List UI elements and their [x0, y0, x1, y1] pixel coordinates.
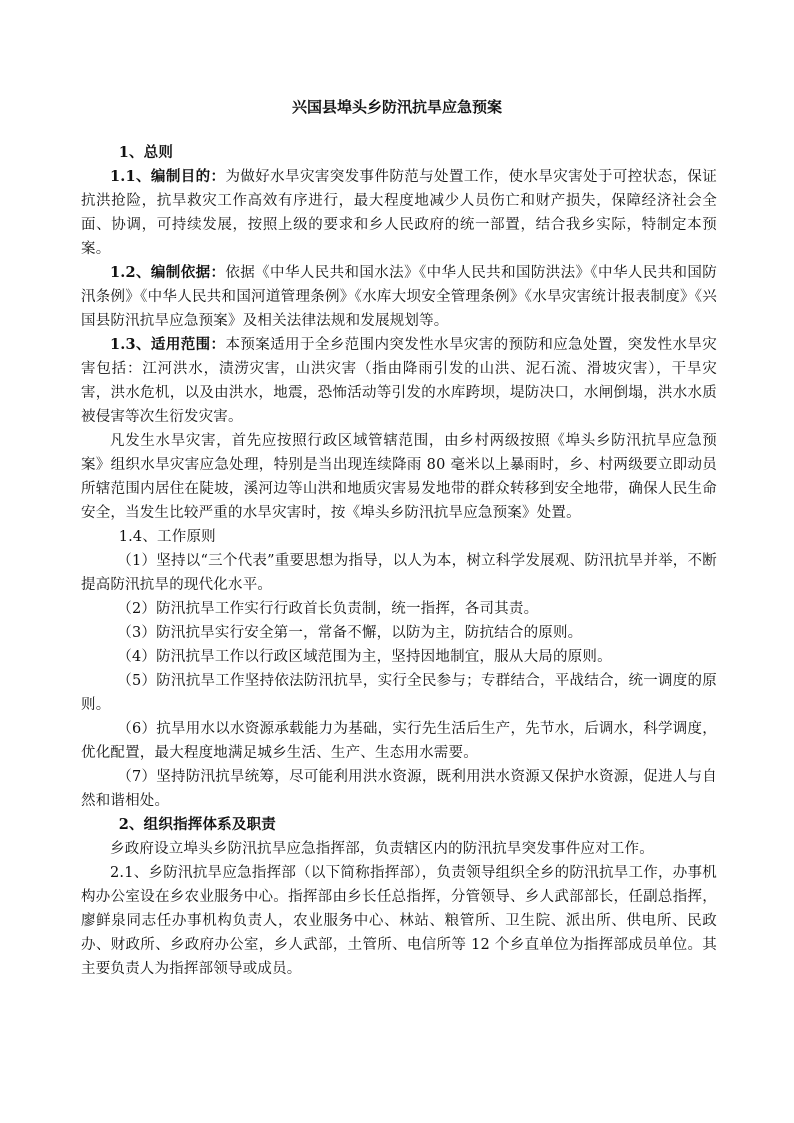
paragraph-emergency: 凡发生水旱灾害，首先应按照行政区域管辖范围，由乡村两级按照《埠头乡防汛抗旱应急预案》组织水旱灾害应急处理，特别是当出现连续降雨 80 毫米以上暴雨时，乡、村两级要立即动员所辖范围内居住在陡坡，溪河边等山洪和地质灾害易发地带的群众转移到安全地带，确保人民生命安全，当发生比较严重的水旱灾害时，按《埠头乡防汛抗旱应急预案》处置。: [81, 433, 717, 521]
principle-item: （6）抗旱用水以水资源承载能力为基础，实行先生活后生产，先节水，后调水，科学调度，优化配置，最大程度地满足城乡生活、生产、生态用水需要。: [81, 721, 717, 761]
principle-item: （7）坚持防汛抗旱统筹，尽可能利用洪水资源，既利用洪水资源又保护水资源，促进人与自然和谐相处。: [81, 769, 717, 809]
document-title: 兴国县埠头乡防汛抗旱应急预案: [291, 98, 502, 116]
subsection-heading-principles: 1.4、工作原则: [118, 529, 216, 545]
section-heading-organization: 2、组织指挥体系及职责: [118, 816, 276, 833]
paragraph-org-intro: 乡政府设立埠头乡防汛抗旱应急指挥部，负责辖区内的防汛抗旱突发事件应对工作。: [110, 841, 654, 857]
section-heading-general: 1、总则: [118, 144, 174, 161]
principle-item: （4）防汛抗旱工作以行政区域范围为主，坚持因地制宜，服从大局的原则。: [117, 649, 612, 665]
paragraph-basis: [81, 261, 717, 333]
paragraph-purpose: [81, 165, 717, 261]
principle-item: （3）防汛抗旱实行安全第一，常备不懈，以防为主，防抗结合的原则。: [117, 625, 583, 641]
paragraph-command-hq: 2.1、乡防汛抗旱应急指挥部（以下简称指挥部），负责领导组织全乡的防汛抗旱工作，办事机构办公室设在乡农业服务中心。指挥部由乡长任总指挥，分管领导、乡人武部部长，任副总指挥，廖鲜泉同志任办事机构负责人，农业服务中心、林站、粮管所、卫生院、派出所、供电所、民政办、财政所、乡政府办公室，乡人武部，土管所、电信所等 12 个乡直单位为指挥部成员单位。其主要负责人为指挥部领导或成员。: [81, 865, 717, 977]
paragraph-text: 为做好水旱灾害突发事件防范与处置工作，使水旱灾害处于可控状态，保证抗洪抢险，抗旱救灾工作高效有序进行，最大程度地减少人员伤亡和财产损失，保障经济社会全面、协调，可持续发展，按照上级的要求和乡人民政府的统一部置，结合我乡实际，特制定本预案。: [81, 169, 717, 257]
principle-item: （1）坚持以“三个代表”重要思想为指导，以人为本，树立科学发展观、防汛抗旱并举，不断提高防汛抗旱的现代化水平。: [81, 553, 717, 593]
paragraph-scope: [81, 333, 717, 429]
document-body: [81, 141, 717, 981]
paragraph-label: 1.3、适用范围：: [110, 336, 226, 353]
principle-item: （5）防汛抗旱工作坚持依法防汛抗旱，实行全民参与；专群结合，平战结合，统一调度的原则。: [81, 673, 717, 713]
paragraph-label: 1.1、编制目的：: [110, 168, 226, 185]
principle-item: （2）防汛抗旱工作实行行政首长负责制，统一指挥，各司其责。: [117, 601, 539, 617]
paragraph-text: 依据《中华人民共和国水法》《中华人民共和国防洪法》《中华人民共和国防汛条例》《中华人民共和国河道管理条例》《水库大坝安全管理条例》《水旱灾害统计报表制度》《兴国县防汛抗旱应急预案》及相关法律法规和发展规划等。: [81, 265, 718, 329]
paragraph-label: 1.2、编制依据：: [110, 264, 226, 281]
paragraph-text: 本预案适用于全乡范围内突发性水旱灾害的预防和应急处置，突发性水旱灾害包括：江河洪水，渍涝灾害，山洪灾害（指由降雨引发的山洪、泥石流、滑坡灾害），干旱灾害，洪水危机，以及由洪水，地震，恐怖活动等引发的水库跨坝，堤防决口，水闸倒塌，洪水水质被侵害等次生衍发灾害。: [81, 337, 717, 425]
